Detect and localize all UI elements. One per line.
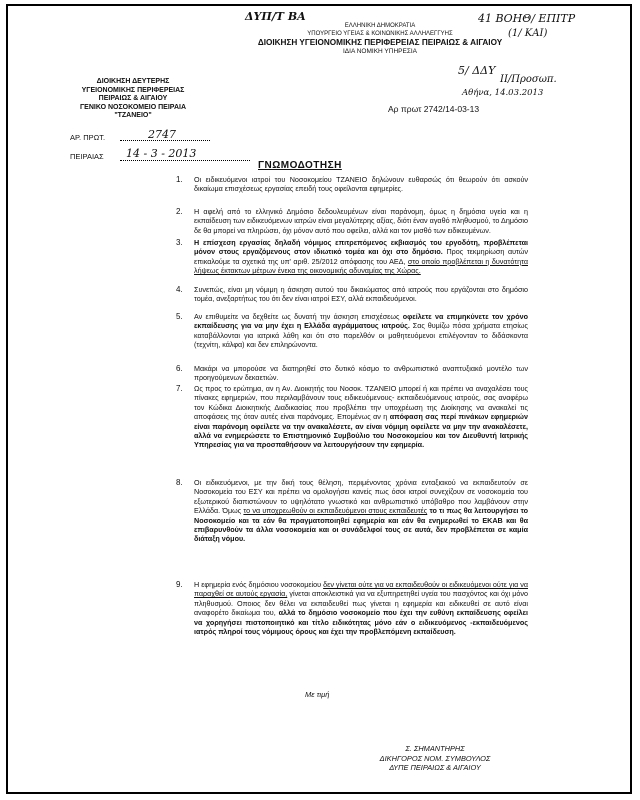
stamp-line-1: ΔΙΟΙΚΗΣΗ ΔΕΥΤΕΡΗΣ [96, 78, 170, 85]
paragraph-9-bold: αλλά το δημόσιο νοσοκομείο που έχει την ευθύνη εκπαίδευσης οφείλει να χορηγήσει πιστοποιητικό και τίτλο ειδικότητας μόνο εάν ο ειδικευόμενος -εκπαιδευόμενος ιατρός πληροί τους νόμιμους όρους και έχει την προβλεπόμενη εκπαίδευση. [194, 608, 529, 637]
paragraph-5-bold: οφείλετε να επιμηκύνετε τον χρόνο εκπαίδευσης για να μην έχει η Ελλάδα αγράμματους ιατρούς. [194, 312, 529, 331]
para-number-9: 9. [176, 580, 183, 589]
paragraph-1: Οι ειδικευόμενοι ιατροί του Νοσοκομείου ΤΖΑΝΕΙΟ δηλώνουν ευθαρσώς ότι θεωρούν ότι ασκούν δικαίωμα επισχέσεως εργασίας επειδή τους οφείλονται εφημερίες. [194, 175, 528, 194]
paragraph-9 [194, 580, 528, 636]
paragraph-7 [194, 384, 528, 450]
prot-label: ΑΡ. ΠΡΩΤ. [70, 133, 106, 142]
header-ar-prot: Αρ πρωτ 2742/14-03-13 [388, 104, 480, 114]
paragraph-3 [194, 238, 528, 276]
date-line [120, 160, 250, 161]
para-number-3: 3. [176, 238, 183, 247]
peiraias-label: ΠΕΙΡΑΙΑΣ [70, 152, 104, 161]
para-number-5: 5. [176, 312, 183, 321]
paragraph-9-text: Η εφημερία ενός δημόσιου νοσοκομείου [194, 580, 322, 589]
header-left-stamp [58, 78, 208, 121]
para-number-1: 1. [176, 175, 183, 184]
paragraph-9-underlined: δεν γίνεται ούτε για να εκπαιδευθούν οι ειδικευόμενοι ούτε για να παραχθεί σε αυτούς εργασία, [194, 580, 529, 599]
handwritten-note-top-right-2: (1/ ΚΑΙ) [508, 28, 548, 39]
closing-text: Με τιμή [305, 690, 330, 699]
header-line-authority: ΔΙΟΙΚΗΣΗ ΥΓΕΙΟΝΟΜΙΚΗΣ ΠΕΡΙΦΕΡΕΙΑΣ ΠΕΙΡΑΙΩΣ & ΑΙΓΑΙΟΥ [257, 38, 503, 47]
handwritten-note-right-b: ΙΙ/Προσωπ. [500, 74, 557, 85]
header-line-service: ΙΔΙΑ ΝΟΜΙΚΗ ΥΠΗΡΕΣΙΑ [343, 48, 417, 55]
paragraph-5-text: Αν επιθυμείτε να δεχθείτε ως δυνατή την άσκηση επισχέσεως [194, 312, 400, 321]
stamp-line-2: ΥΓΕΙΟΝΟΜΙΚΗΣ ΠΕΡΙΦΕΡΕΙΑΣ [81, 86, 185, 94]
para-number-8: 8. [176, 478, 183, 487]
para-number-6: 6. [176, 364, 183, 373]
paragraph-9-text-2: γίνεται αποκλειστικά για να εξυπηρετηθεί υγεία του πασχόντος και όχι μόνο πληθυσμού. Οποιος δεν θέλει να εκπαιδευθεί πως γίνεται η εφημερία και ειδικευθεί σε αυτό είναι αναφορέτο δικαίωμα του, [194, 589, 529, 618]
prot-number: 2747 [148, 128, 176, 141]
para-number-4: 4. [176, 285, 183, 294]
paragraph-2: Η αφελή από το ελληνικό Δημόσιο δεδουλευμένων είναι παράνομη, όμως η δημόσια υγεία και η εκπαίδευση των ειδικευόμενων ιατρών είναι μεγαλύτερης αξίας, διότι έναν αγαθό πληθυσμού, το Δημόσιο δε θα μπορεί να πληρώσει, όχι μόνον αυτό που οφείλει, αλλά και τον μισθό των ειδικευμένων. [194, 207, 528, 235]
paragraph-7-text: Ως προς το ερώτημα, αν η Αν. Διοικητής του Νοσοκ. ΤΖΑΝΕΙΟ μπορεί ή και πρέπει να αναχαλέσει τους πίνακες εφημεριών, που περιλαμβάνουν τους ειδικευόμενους- εκπαιδευόμενους ιατρούς, σας αναφέρω τον Κώδικα Διοικητικής Διαδικασίας που προβλέπει την υποχρέωση της Διοίκησης να ανακαλεί τις αποφάσεις της όταν αυτές είναι παράνομες. Επομένως αν η [194, 384, 528, 422]
paragraph-3-underlined: στο οποίο προβλέπεται η δυνατότητα λήψεως έκτακτων μέτρων ένεκα της οικονομικής αδυναμίας της Χώρας. [194, 256, 528, 276]
paragraph-3-text: Προς τεκμηρίωση αυτών επικαλούμε τα σχετικά της υπ' αριθ. 25/2012 απόφασης του ΑΕΔ, [194, 247, 528, 266]
paragraph-3-bold: Η επίσχεση εργασίας δηλαδή νόμιμος επιτρεπόμενος εκβιασμός του εργοδότη, προβλέπεται μόνον στους εργαζόμενους στον ιδιωτικό τομέα και όχι στο δημόσιο. [194, 238, 528, 257]
handwritten-note-right-a: 5/ ΔΔΥ [458, 64, 496, 77]
header-right [230, 22, 530, 56]
paragraph-7-bold: απόφαση σας περί πινάκων εφημεριών είναι παράνομη οφείλετε να την ανακαλέσετε, αν είναι νόμιμη οφείλετε να μην την ανακαλέσετε, αλλά να ενημερώσετε το Επιστημονικό Συμβούλιο του Νοσοκομείου και τον Διευθυντή Ιατρικής Υπηρεσίας για να προσπαθήσουν να λειτουργήσουν την εφημερία. [194, 412, 528, 450]
handwritten-date: Αθήνα, 14.03.2013 [462, 88, 544, 98]
prot-date: 14 - 3 - 2013 [126, 147, 197, 160]
signature-block [360, 744, 510, 773]
paragraph-8 [194, 478, 528, 544]
paragraph-4: Συνεπώς, είναι μη νόμιμη η άσκηση αυτού του δικαιώματος από ιατρούς που εργάζονται στο δημόσιο τομέα, ανεξαρτήτως του ότι δεν είναι ιατροί ΕΣΥ, αλλά εκπαιδευόμενοι. [194, 285, 528, 304]
paragraph-5 [194, 312, 528, 350]
signature-org: ΔΥΠΕ ΠΕΙΡΑΙΩΣ & ΑΙΓΑΙΟΥ [389, 763, 481, 772]
para-number-7: 7. [176, 384, 183, 393]
stamp-line-4: ΓΕΝΙΚΟ ΝΟΣΟΚΟΜΕΙΟ ΠΕΙΡΑΙΑ [79, 103, 187, 111]
signature-name: Σ. ΣΗΜΑΝΤΗΡΗΣ [405, 744, 465, 753]
paragraph-5-text-2: Σας θυμίζω πόσα χρήματα ετησίως καταβάλλονται για ιατρικά λάθη και ότι στο παρελθόν οι μαθητευόμενοι επιλέγονταν το διδάσκοντα (τεχνίτη, κάλφα) και δεν επιληρώνοντα. [194, 321, 528, 350]
paragraph-8-text-2: Όμως [222, 506, 242, 516]
paragraph-8-underlined: το να υποχρεωθούν οι εκπαιδευόμενοι στους εκπαιδευτές [243, 506, 428, 516]
para-number-2: 2. [176, 207, 183, 216]
paragraph-6: Μακάρι να μπορούσε να διατηρηθεί στο δυτικό κόσμο το ανθρωπιστικό αναπτυξιακό μοντέλο των προηγούμενων δεκαετιών. [194, 364, 528, 383]
signature-role: ΔΙΚΗΓΟΡΟΣ ΝΟΜ. ΣΥΜΒΟΥΛΟΣ [379, 753, 491, 763]
paragraph-8-bold: το τι πως θα λειτουργήσει το Νοσοκομείο και τα εάν θα πραγματοποιηθεί εφημερία και εάν θα ενημερωθεί το ΕΚΑΒ και θα επιβαρυνθούν τα άλλα νοσοκομεία και οι συνάδελφοί τους σε αυτά, δεν προβλέπεται σε καμία διάταξη νόμου. [194, 506, 529, 544]
handwritten-note-top-right: 41 ΒΟΗΘ/ ΕΠΙΤΡ [478, 12, 576, 25]
handwritten-note-top-center: ΔΥΠ/Τ ΒΑ [245, 10, 306, 23]
header-line-republic: ΕΛΛΗΝΙΚΗ ΔΗΜΟΚΡΑΤΙΑ [344, 23, 416, 29]
stamp-line-3: ΠΕΙΡΑΙΩΣ & ΑΙΓΑΙΟΥ [98, 95, 168, 103]
paragraph-8-text: Οι ειδικευόμενοι, με την δική τους θέληση, περιμένοντας χρόνια ενταξιακού να εκπαιδευτούν σε Νοσοκομεία του ΕΣΥ και πρέπει να ομολογήσει κανείς πως όσοι ιατροί συνεχίζουν σε νοσοκομεία του εξωτερικού διαπιστώνουν το υψηλότατο γνωστικό και ανθρωπιστικό υπόβαθρο που λαμβάνουν στην Ελλάδα. [194, 478, 528, 516]
header-line-ministry: ΥΠΟΥΡΓΕΙΟ ΥΓΕΙΑΣ & ΚΟΙΝΩΝΙΚΗΣ ΑΛΛΗΛΕΓΓΥΗΣ [307, 31, 453, 37]
document-title: ΓΝΩΜΟΔΟΤΗΣΗ [258, 160, 342, 171]
stamp-line-5: "ΤΖΑΝΕΙΟ" [114, 112, 152, 120]
